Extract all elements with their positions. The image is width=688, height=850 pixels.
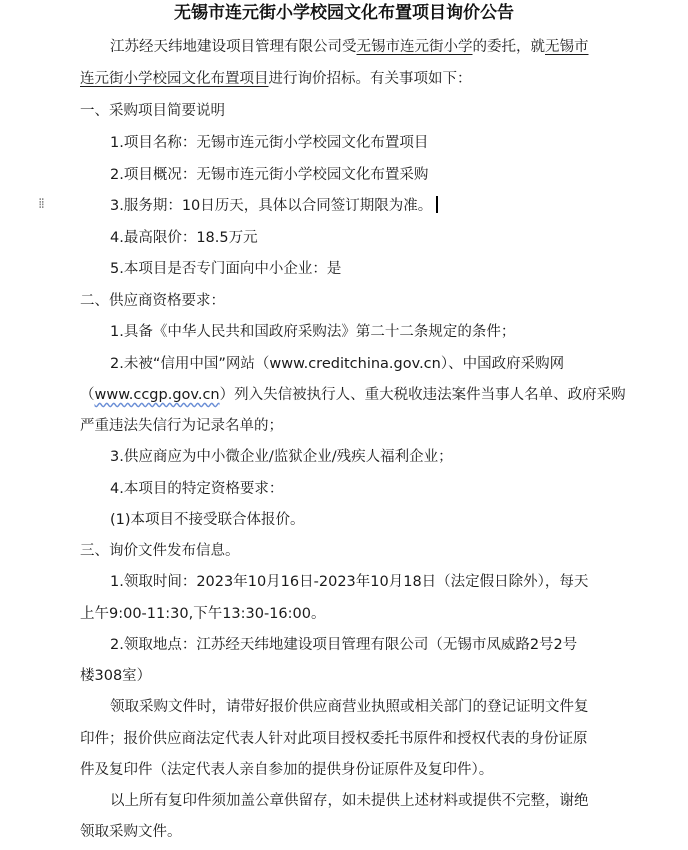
section2-item-cont: 严重违法失信行为记录名单的； [80, 418, 283, 434]
section2-subitem: (1)本项目不接受联合体报价。 [110, 512, 305, 528]
section3-item-cont: 楼308室） [80, 668, 152, 684]
section3-item: 2.领取地点：江苏经天纬地建设项目管理有限公司（无锡市凤威路2号2号 [110, 637, 578, 653]
intro-line-1 [110, 37, 589, 57]
section2-item: 1.具备《中华人民共和国政府采购法》第二十二条规定的条件； [110, 324, 516, 340]
ccgp-link[interactable]: www.ccgp.gov.cn [94, 387, 220, 403]
section2-item-cont [80, 385, 626, 405]
section2-item: 2.未被“信用中国”网站（www.creditchina.gov.cn）、中国政府采购网 [110, 356, 565, 372]
section3-paragraph-cont: 领取采购文件。 [80, 824, 182, 840]
section3-paragraph-cont: 件及复印件（法定代表人亲自参加的提供身份证原件及复印件）。 [80, 762, 494, 778]
section2-item: 3.供应商应为中小微企业/监狱企业/残疾人福利企业； [110, 449, 453, 465]
document-title: 无锡市连元街小学校园文化布置项目询价公告 [174, 3, 514, 23]
section3-item-cont: 上午9:00-11:30,下午13:30-16:00。 [80, 606, 326, 622]
section1-heading: 一、采购项目简要说明 [80, 103, 225, 119]
text-cursor [436, 196, 438, 213]
client-name: 无锡市连元街小学 [356, 39, 473, 55]
service-period-text: 3.服务期：10日历天，具体以合同签订期限为准。 [110, 198, 433, 214]
paren: （ [80, 387, 95, 403]
section3-heading: 三、询价文件发布信息。 [80, 543, 240, 559]
intro-text: 的委托，就 [472, 39, 545, 55]
section2-heading: 二、供应商资格要求： [80, 293, 225, 309]
section1-item: 2.项目概况：无锡市连元街小学校园文化布置采购 [110, 167, 429, 183]
section3-paragraph: 以上所有复印件须加盖公章供留存，如未提供上述材料或提供不完整，谢绝 [110, 793, 589, 809]
section2-item-text: ）列入失信被执行人、重大税收违法案件当事人名单、政府采购 [219, 387, 626, 403]
section1-item: 4.最高限价：18.5万元 [110, 230, 258, 246]
project-name: 连元街小学校园文化布置项目 [80, 71, 269, 87]
project-name: 无锡市 [545, 39, 589, 55]
intro-text: 江苏经天纬地建设项目管理有限公司受 [110, 39, 357, 55]
section2-item: 4.本项目的特定资格要求： [110, 481, 284, 497]
intro-line-2 [80, 69, 472, 89]
drag-handle-icon[interactable]: ⁞⁞ [38, 196, 43, 212]
section1-item: 5.本项目是否专门面向中小企业：是 [110, 261, 342, 277]
section1-item: 1.项目名称：无锡市连元街小学校园文化布置项目 [110, 135, 429, 151]
intro-text: 进行询价招标。有关事项如下： [268, 71, 472, 87]
section3-item: 1.领取时间：2023年10月16日-2023年10月18日（法定假日除外），每天 [110, 574, 589, 590]
section3-paragraph: 领取采购文件时，请带好报价供应商营业执照或相关部门的登记证明文件复 [110, 699, 589, 715]
section1-item [110, 196, 438, 216]
section3-paragraph-cont: 印件；报价供应商法定代表人针对此项目授权委托书原件和授权代表的身份证原 [80, 731, 588, 747]
